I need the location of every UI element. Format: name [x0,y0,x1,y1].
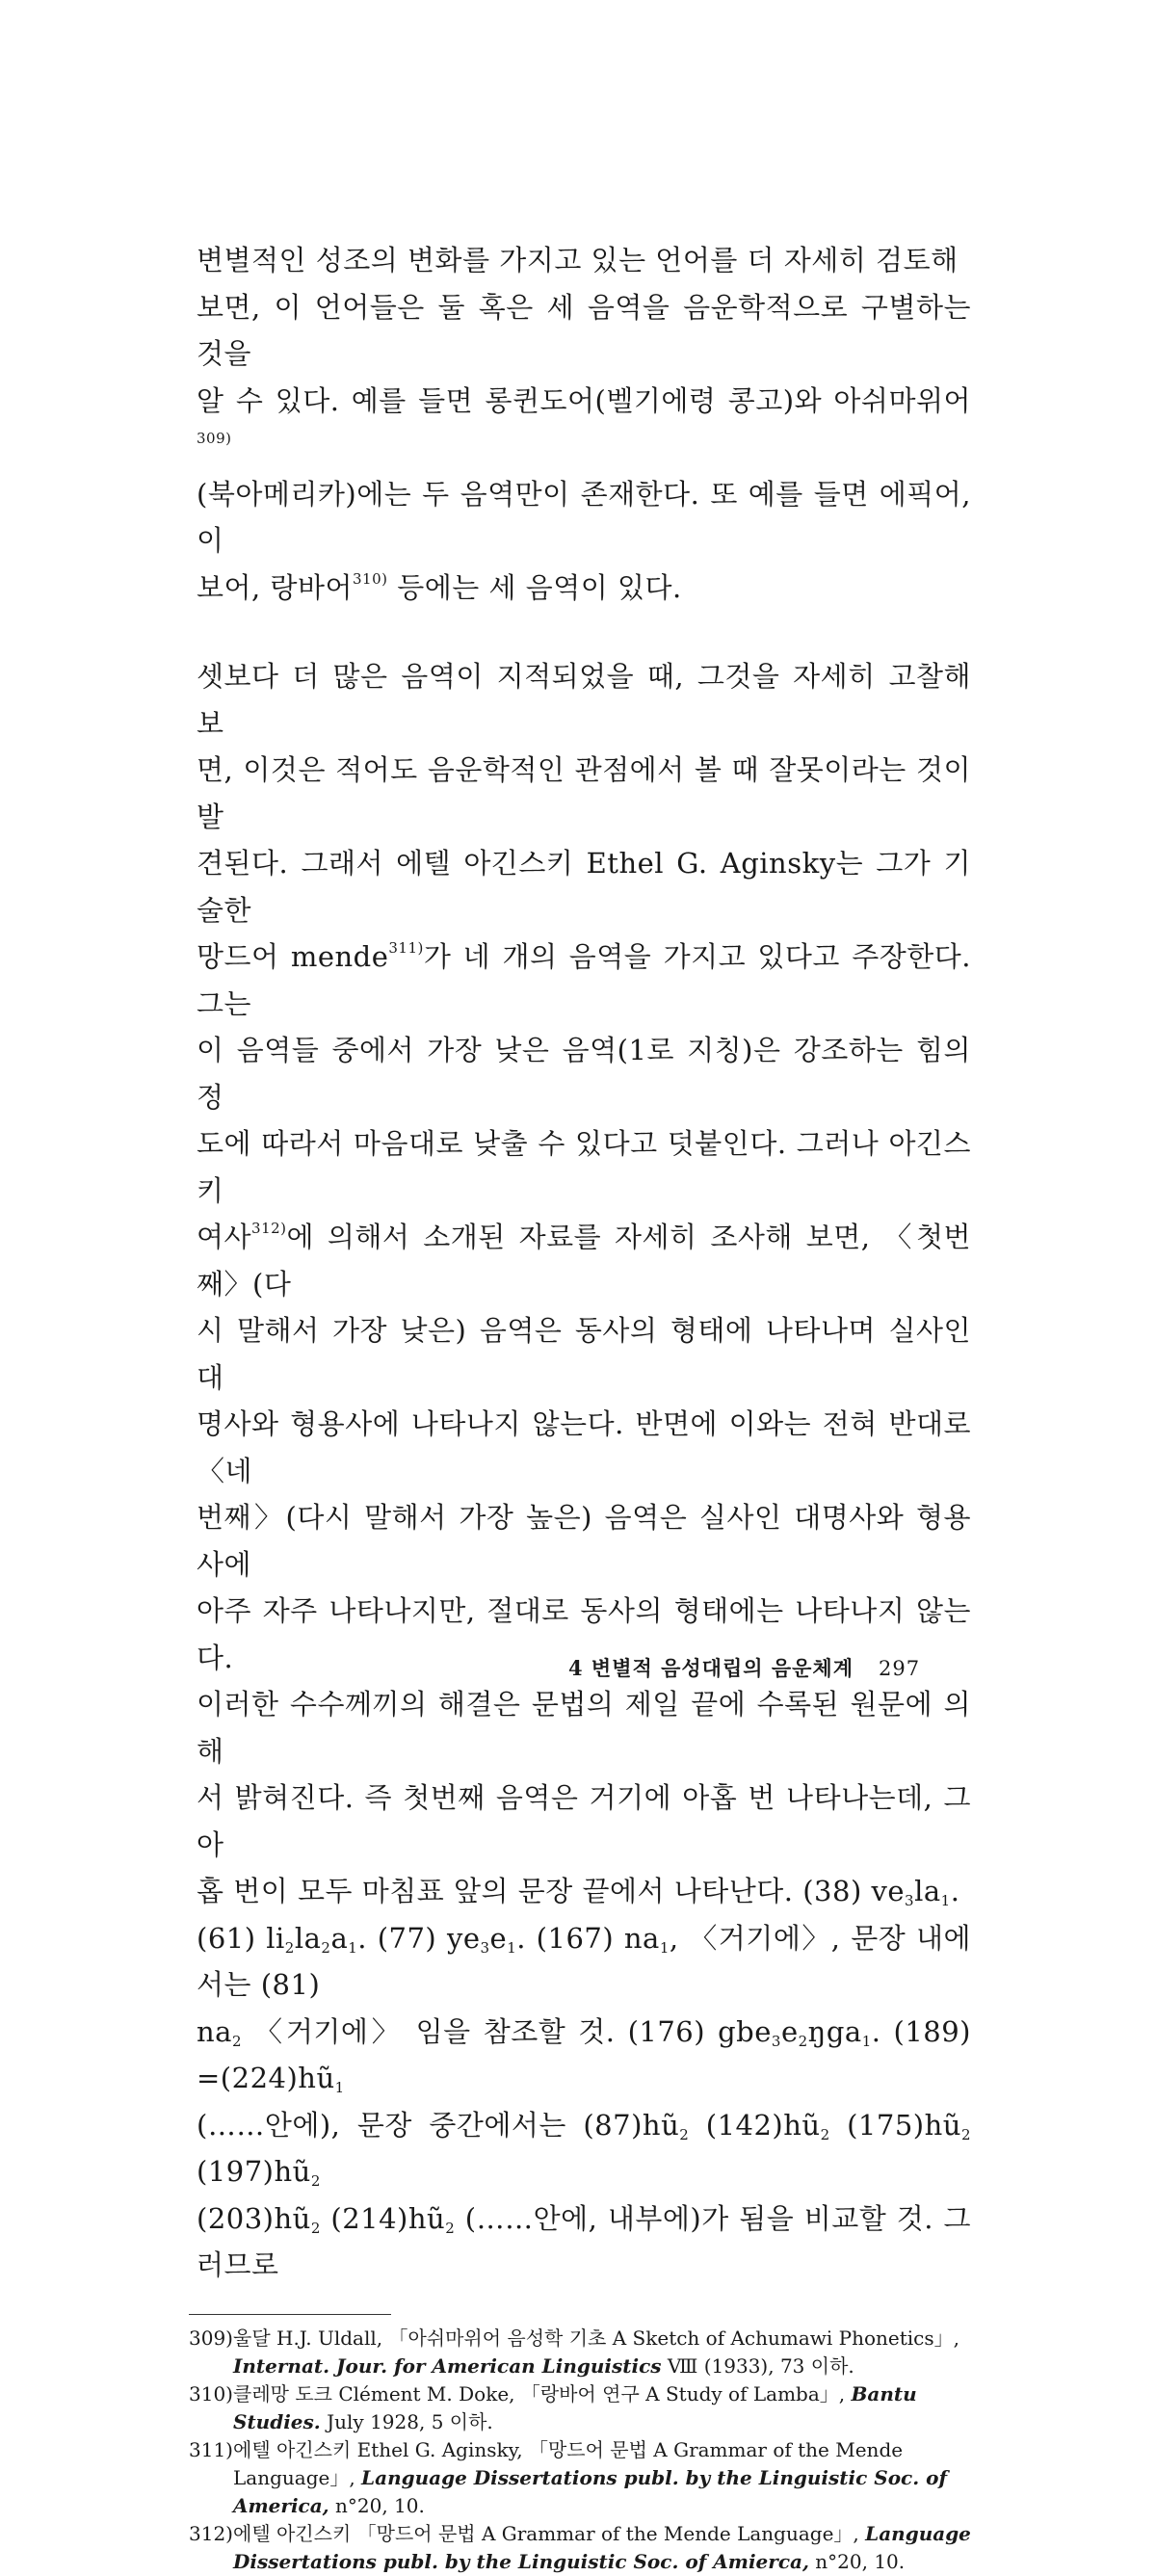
page-footer [568,1653,920,1682]
paragraph-2 [197,653,971,2289]
text-line: 시 말해서 가장 낮은) 음역은 동사의 형태에 나타나며 실사인 대 [197,1314,971,1394]
paragraph-1 [197,237,971,611]
text-line: 면, 이것은 적어도 음운학적인 관점에서 볼 때 잘못이라는 것이 발 [197,753,971,833]
text-line: (……안에), 문장 중간에서는 $(87)hũ_2$ $(142)hũ_2$ $(175)hũ_2$ $(197)hũ_2$ [197,2108,971,2190]
footnote-divider [189,2314,391,2315]
footnote-ref-312[interactable]: 312) [251,1220,287,1237]
text-line: 아주 자주 나타나지만, 절대로 동사의 형태에는 나타나지 않는다. [197,1594,971,1674]
footnote-310: 310) 클레망 도크 Clément M. Doke, 「랑바어 연구 A Study of Lamba」, Bantu Studies. July 1928, 5 이하. [189,2381,917,2433]
text-line: 홉 번이 모두 마침표 앞의 문장 끝에서 나타난다. (38) $ve_3la_1$. [197,1875,960,1909]
page-number: 297 [878,1657,921,1680]
text-line: 이러한 수수께끼의 해결은 문법의 제일 끝에 수록된 원문에 의해 [197,1688,971,1768]
footnote-312: 312) 에텔 아긴스키 「망드어 문법 A Grammar of the Mende Language」, Language Dissertations publ. by the Linguistic Soc. of Amierca, n°20, 10. [189,2521,971,2573]
text-line: 이 음역들 중에서 가장 낮은 음역(1로 지칭)은 강조하는 힘의 정 [197,1034,971,1114]
text-line: 여사$^{312)}$에 의해서 소개된 자료를 자세히 조사해 보면, 〈첫번째〉(다 [197,1220,971,1301]
footnote-309: 309) 울달 H.J. Uldall, 「아쉬마위어 음성학 기초 A Sketch of Achumawi Phonetics」, Internat. Jour. for American Linguistics Ⅷ (1933), 73 이하. [189,2326,959,2378]
text-line: 명사와 형용사에 나타나지 않는다. 반면에 이와는 전혀 반대로 〈네 [197,1407,971,1487]
text-line: 서 밝혀진다. 즉 첫번째 음역은 거기에 아홉 번 나타나는데, 그 아 [197,1781,971,1861]
text-line: $(203)hũ_2$ $(214)hũ_2$ (……안에, 내부에)가 됨을 비교할 것. 그러므로 [197,2201,971,2281]
footnote-ref-309[interactable]: 309) [197,430,232,447]
footnote-311: 311) 에텔 아긴스키 Ethel G. Aginsky, 「망드어 문법 A Grammar of the Mende Language」, Language Dissertations publ. by the Linguistic Soc. of America, n°20, 10. [189,2437,948,2517]
text-line: (북아메리카)에는 두 음역만이 존재한다. 또 예를 들면 에픽어, 이 [197,477,971,557]
text-line: 보어, 랑바어$^{310)}$ 등에는 세 음역이 있다. [197,569,682,604]
text-line: $na_2$ 〈거기에〉 임을 참조할 것. (176) $gbe_3e_2ŋga_1$. $(189) =(224)hũ_1$ [197,2014,971,2096]
running-head: 4 변별적 음성대립의 음운체계 [568,1656,854,1680]
text-line: 알 수 있다. 예를 들면 롱퀸도어(벨기에령 콩고)와 아쉬마위어$^{309)}$ [197,383,971,447]
text-line: 번째〉(다시 말해서 가장 높은) 음역은 실사인 대명사와 형용사에 [197,1501,971,1581]
page-body [189,237,971,2576]
footnote-ref-311[interactable]: 311) [388,939,424,957]
text-line: 망드어 mende$^{311)}$가 네 개의 음역을 가지고 있다고 주장한다. 그는 [197,939,971,1020]
text-line: 견된다. 그래서 에텔 아긴스키 Ethel G. Aginsky는 그가 기술한 [197,847,971,927]
text-line: 보면, 이 언어들은 둘 혹은 세 음역을 음운학적으로 구별하는 것을 [197,290,971,370]
footnotes [189,2325,971,2576]
text-line: 셋보다 더 많은 음역이 지적되었을 때, 그것을 자세히 고찰해 보 [197,660,971,740]
footnote-ref-310[interactable]: 310) [353,569,388,588]
text-line: 변별적인 성조의 변화를 가지고 있는 언어를 더 자세히 검토해 [197,244,959,276]
text-line: 도에 따라서 마음대로 낮출 수 있다고 덧붙인다. 그러나 아긴스키 [197,1127,971,1207]
text-line: (61) $li_2la_2a_1$. (77) $ye_3e_1$. (167) $na_1$, 〈거기에〉, 문장 내에서는 (81) [197,1921,971,2001]
